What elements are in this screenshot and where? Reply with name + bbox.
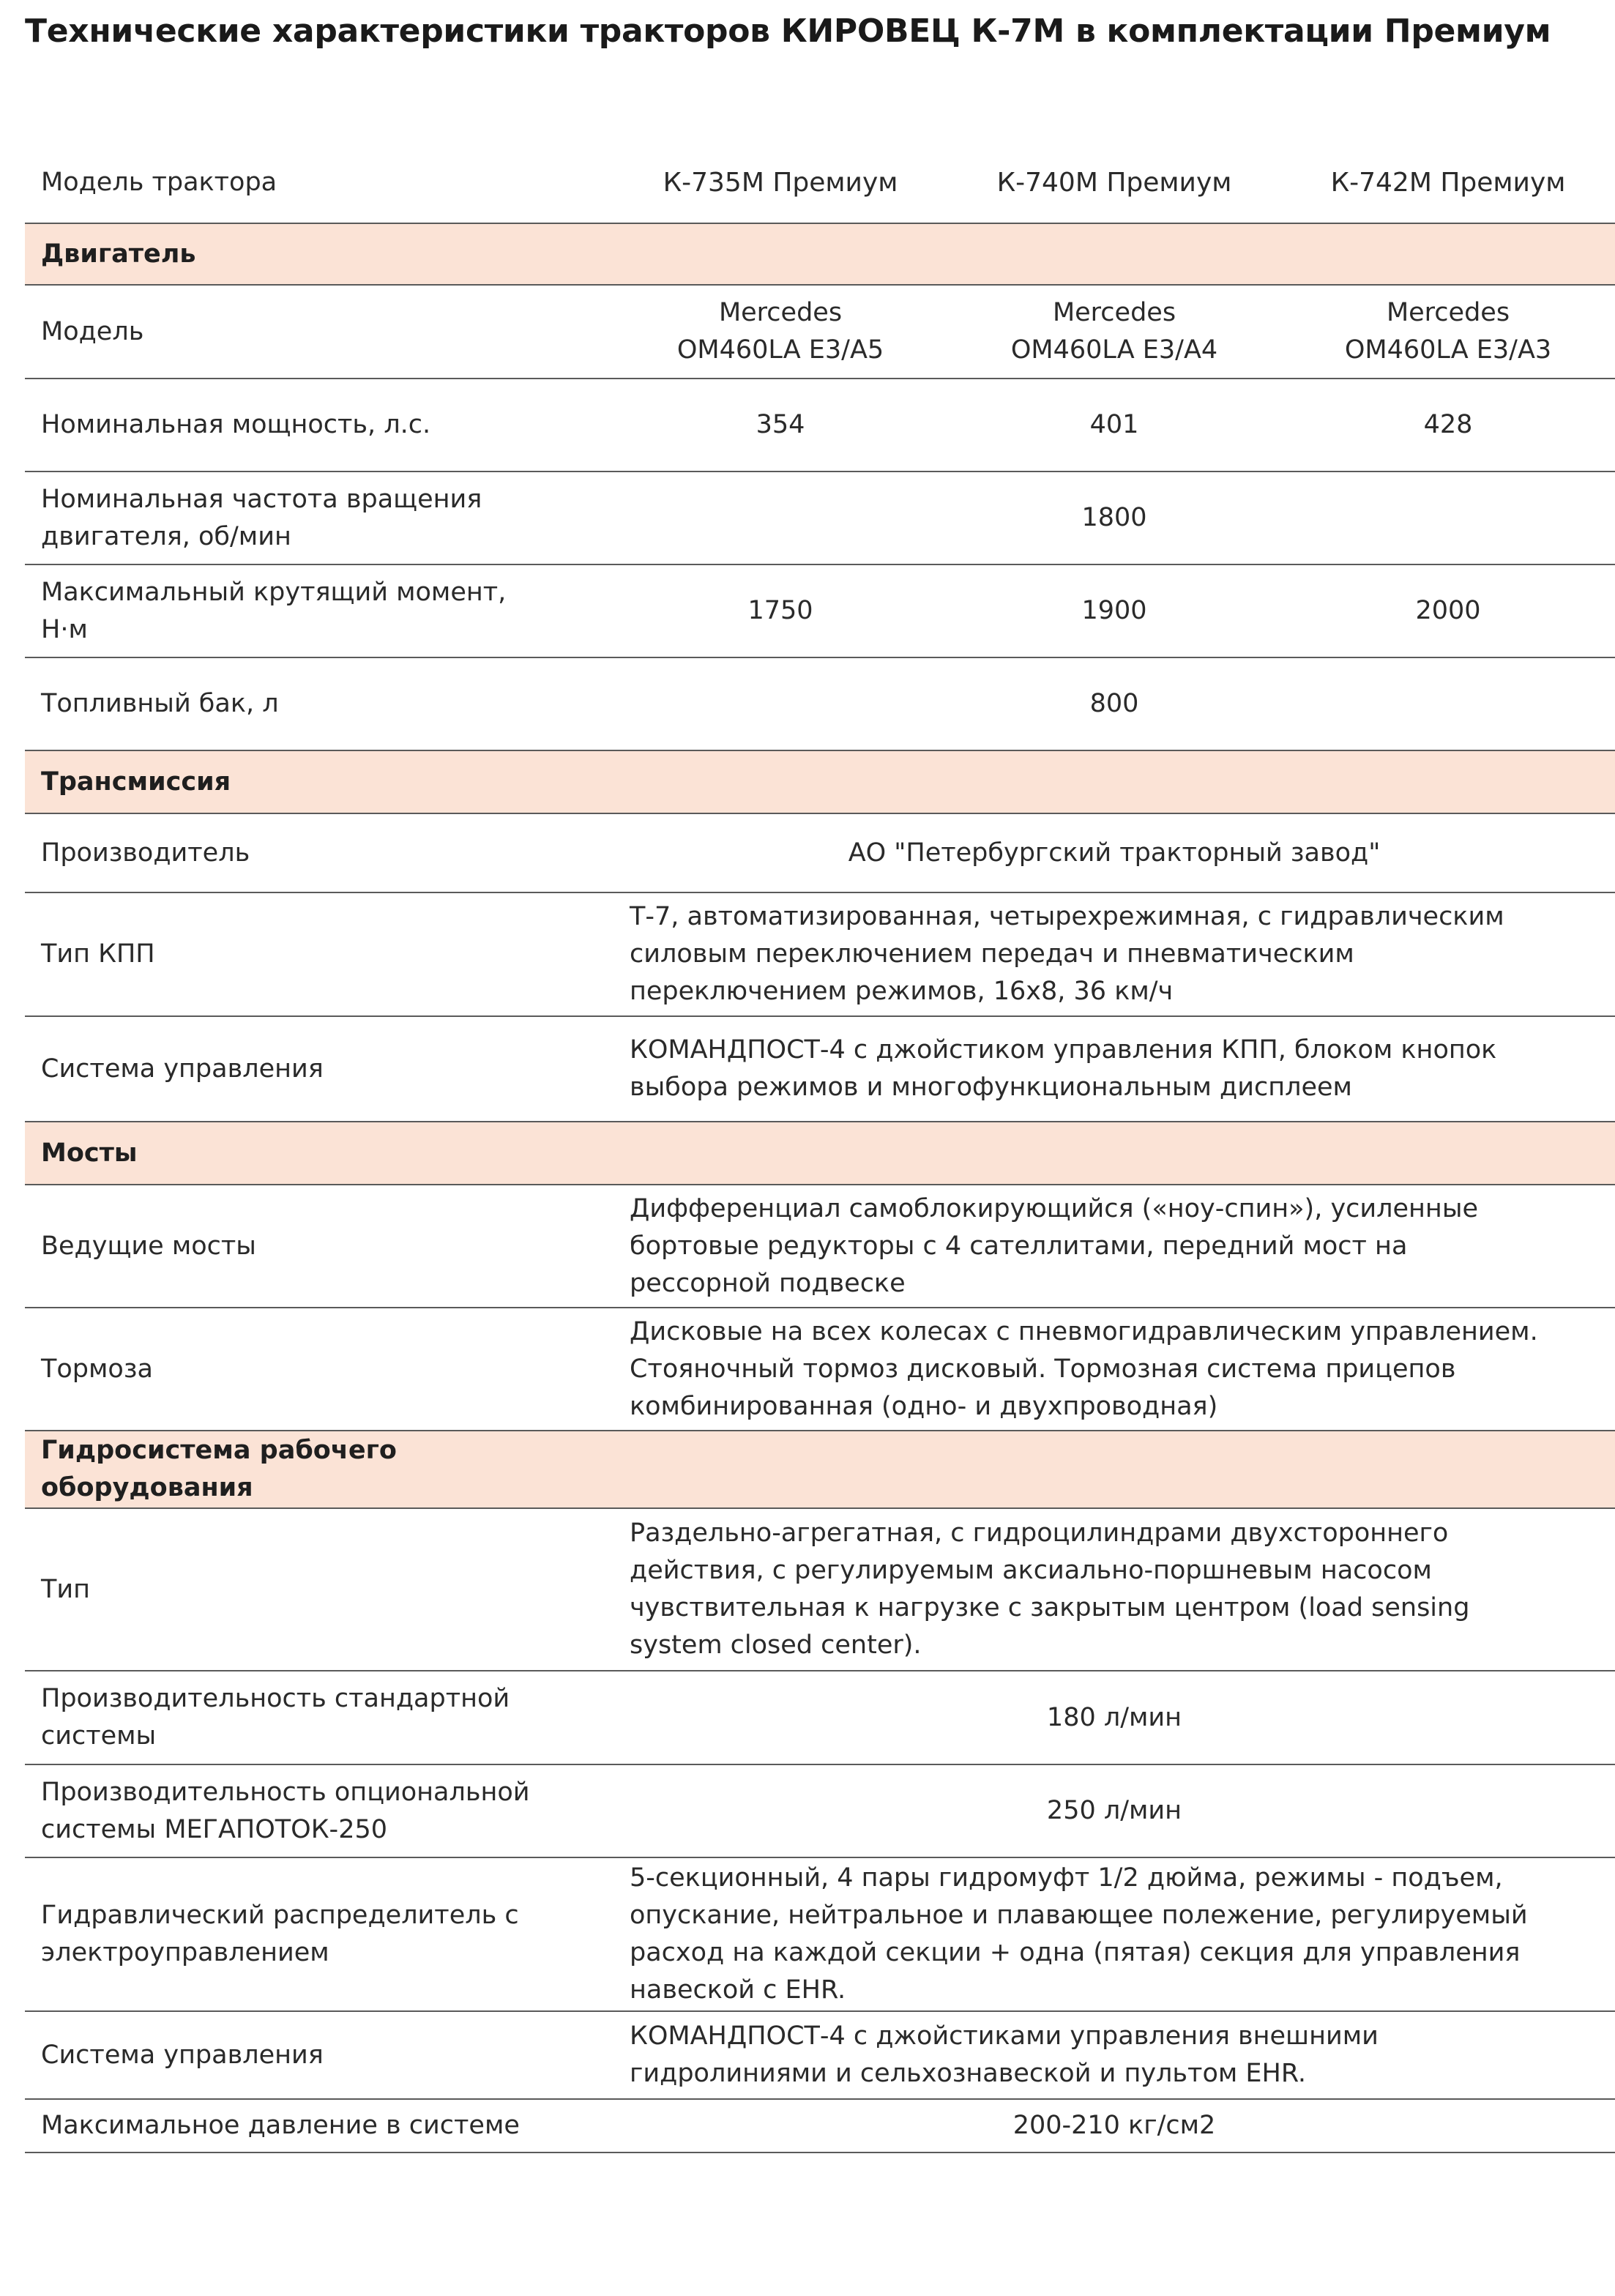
section-axles-title: Мосты xyxy=(25,1122,1615,1185)
row-label-torque xyxy=(25,564,613,657)
header-model-742: К-742М Премиум xyxy=(1281,143,1615,223)
table-row xyxy=(25,2099,1615,2152)
cell-line: Mercedes xyxy=(1386,298,1510,327)
cell-line: Дисковые на всех колесах с пневмогидравлическим управлением. xyxy=(630,1316,1538,1346)
section-axles-row xyxy=(25,1122,1615,1185)
section-hydraulics-row xyxy=(25,1431,1615,1508)
section-transmission-title: Трансмиссия xyxy=(25,750,1615,813)
row-label-engine-model: Модель xyxy=(25,285,613,379)
cell-line: опускание, нейтральное и плавающее полежение, регулируемый xyxy=(630,1901,1528,1930)
row-label-opt-capacity xyxy=(25,1764,613,1857)
table-row xyxy=(25,379,1615,471)
cell-line: чувствительная к нагрузке с закрытым центром (load sensing xyxy=(630,1593,1470,1622)
row-label-std-capacity xyxy=(25,1671,613,1764)
cell-line: Mercedes xyxy=(718,298,843,327)
header-label: Модель трактора xyxy=(25,143,613,223)
row-label-distributor xyxy=(25,1857,613,2011)
row-label-rpm xyxy=(25,471,613,564)
header-model-740: К-740М Премиум xyxy=(947,143,1281,223)
table-header-row xyxy=(25,143,1615,223)
cell-line: Т-7, автоматизированная, четырехрежимная, с гидравлическим xyxy=(630,902,1504,931)
table-row xyxy=(25,1764,1615,1857)
cell-opt-capacity: 250 л/мин xyxy=(613,1764,1615,1857)
cell-line: выбора режимов и многофункциональным дисплеем xyxy=(630,1073,1352,1102)
table-row xyxy=(25,1857,1615,2011)
cell-gearbox xyxy=(613,892,1615,1016)
row-label-max-pressure: Максимальное давление в системе xyxy=(25,2099,613,2152)
section-engine-title: Двигатель xyxy=(25,223,1615,285)
cell-line: переключением режимов, 16х8, 36 км/ч xyxy=(630,977,1174,1006)
table-row xyxy=(25,1671,1615,1764)
cell-line: бортовые редукторы с 4 сателлитами, передний мост на xyxy=(630,1231,1408,1261)
cell-power-740: 401 xyxy=(947,379,1281,471)
row-label-hydraulic-control: Система управления xyxy=(25,2011,613,2099)
table-row xyxy=(25,657,1615,750)
label-line: Н·м xyxy=(41,614,88,644)
cell-line: КОМАНДПОСТ-4 с джойстиком управления КПП, блоком кнопок xyxy=(630,1035,1497,1065)
cell-line: комбинированная (одно- и двухпроводная) xyxy=(630,1391,1218,1421)
cell-transmission-control xyxy=(613,1016,1615,1122)
cell-torque-735: 1750 xyxy=(613,564,947,657)
row-label-hydraulic-type: Тип xyxy=(25,1508,613,1671)
cell-distributor xyxy=(613,1857,1615,2011)
cell-engine-model-735 xyxy=(613,285,947,379)
cell-line: Дифференциал самоблокирующийся («ноу-спин»), усиленные xyxy=(630,1193,1478,1223)
cell-line: Раздельно-агрегатная, с гидроцилиндрами двухстороннего xyxy=(630,1518,1449,1548)
spec-table xyxy=(25,143,1615,2153)
cell-line: 5-секционный, 4 пары гидромуфт 1/2 дюйма, режимы - подъем, xyxy=(630,1863,1503,1893)
cell-hydraulic-control xyxy=(613,2011,1615,2099)
label-line: системы МЕГАПОТОК-250 xyxy=(41,1814,387,1844)
cell-line: действия, с регулируемым аксиально-поршневым насосом xyxy=(630,1556,1432,1585)
cell-engine-model-740 xyxy=(947,285,1281,379)
label-line: Номинальная частота вращения xyxy=(41,484,482,514)
cell-rpm: 1800 xyxy=(613,471,1615,564)
cell-brakes xyxy=(613,1308,1615,1431)
cell-engine-model-742 xyxy=(1281,285,1615,379)
label-line: двигателя, об/мин xyxy=(41,521,291,551)
cell-line: OM460LA E3/A5 xyxy=(676,335,884,365)
table-row xyxy=(25,813,1615,892)
table-row xyxy=(25,564,1615,657)
row-label-transmission-control: Система управления xyxy=(25,1016,613,1122)
section-hydraulics-title xyxy=(25,1431,1615,1508)
row-label-brakes: Тормоза xyxy=(25,1308,613,1431)
section-transmission-row xyxy=(25,750,1615,813)
cell-power-735: 354 xyxy=(613,379,947,471)
row-label-manufacturer: Производитель xyxy=(25,813,613,892)
label-line: системы xyxy=(41,1721,157,1751)
row-label-gearbox: Тип КПП xyxy=(25,892,613,1016)
table-row xyxy=(25,285,1615,379)
cell-line: Mercedes xyxy=(1052,298,1176,327)
cell-line: силовым переключением передач и пневматическим xyxy=(630,939,1354,969)
cell-hydraulic-type xyxy=(613,1508,1615,1671)
cell-line: навеской с EHR. xyxy=(630,1975,846,2005)
cell-line: OM460LA E3/A4 xyxy=(1010,335,1218,365)
header-model-735: К-735М Премиум xyxy=(613,143,947,223)
cell-line: Стояночный тормоз дисковый. Тормозная система прицепов xyxy=(630,1354,1456,1384)
table-row xyxy=(25,1016,1615,1122)
section-title-line: Гидросистема рабочего xyxy=(41,1436,397,1465)
section-engine-row xyxy=(25,223,1615,285)
cell-torque-742: 2000 xyxy=(1281,564,1615,657)
cell-max-pressure: 200-210 кг/см2 xyxy=(613,2099,1615,2152)
document-title: Технические характеристики тракторов КИРОВЕЦ К-7М в комплектации Премиум xyxy=(25,12,1551,50)
label-line: Производительность стандартной xyxy=(41,1684,510,1713)
section-title-line: оборудования xyxy=(41,1473,253,1502)
cell-line: КОМАНДПОСТ-4 с джойстиками управления внешними xyxy=(630,2021,1379,2051)
row-label-drive-axles: Ведущие мосты xyxy=(25,1185,613,1308)
table-row xyxy=(25,1308,1615,1431)
table-row xyxy=(25,892,1615,1016)
row-label-fuel-tank: Топливный бак, л xyxy=(25,657,613,750)
label-line: электроуправлением xyxy=(41,1938,329,1967)
cell-power-742: 428 xyxy=(1281,379,1615,471)
label-line: Производительность опциональной xyxy=(41,1777,530,1807)
cell-fuel-tank: 800 xyxy=(613,657,1615,750)
document-page xyxy=(25,0,1615,2140)
table-row xyxy=(25,1508,1615,1671)
table-row xyxy=(25,1185,1615,1308)
cell-torque-740: 1900 xyxy=(947,564,1281,657)
row-label-power: Номинальная мощность, л.с. xyxy=(25,379,613,471)
label-line: Максимальный крутящий момент, xyxy=(41,577,507,607)
cell-line: system closed center). xyxy=(630,1630,922,1660)
cell-std-capacity: 180 л/мин xyxy=(613,1671,1615,1764)
table-row xyxy=(25,2011,1615,2099)
cell-manufacturer: АО "Петербургский тракторный завод" xyxy=(613,813,1615,892)
cell-line: гидролиниями и сельхознавеской и пультом EHR. xyxy=(630,2059,1307,2088)
label-line: Гидравлический распределитель с xyxy=(41,1901,519,1930)
cell-line: расход на каждой секции + одна (пятая) секция для управления xyxy=(630,1938,1521,1967)
cell-drive-axles xyxy=(613,1185,1615,1308)
cell-line: OM460LA E3/A3 xyxy=(1344,335,1552,365)
table-row xyxy=(25,471,1615,564)
cell-line: рессорной подвеске xyxy=(630,1268,906,1298)
